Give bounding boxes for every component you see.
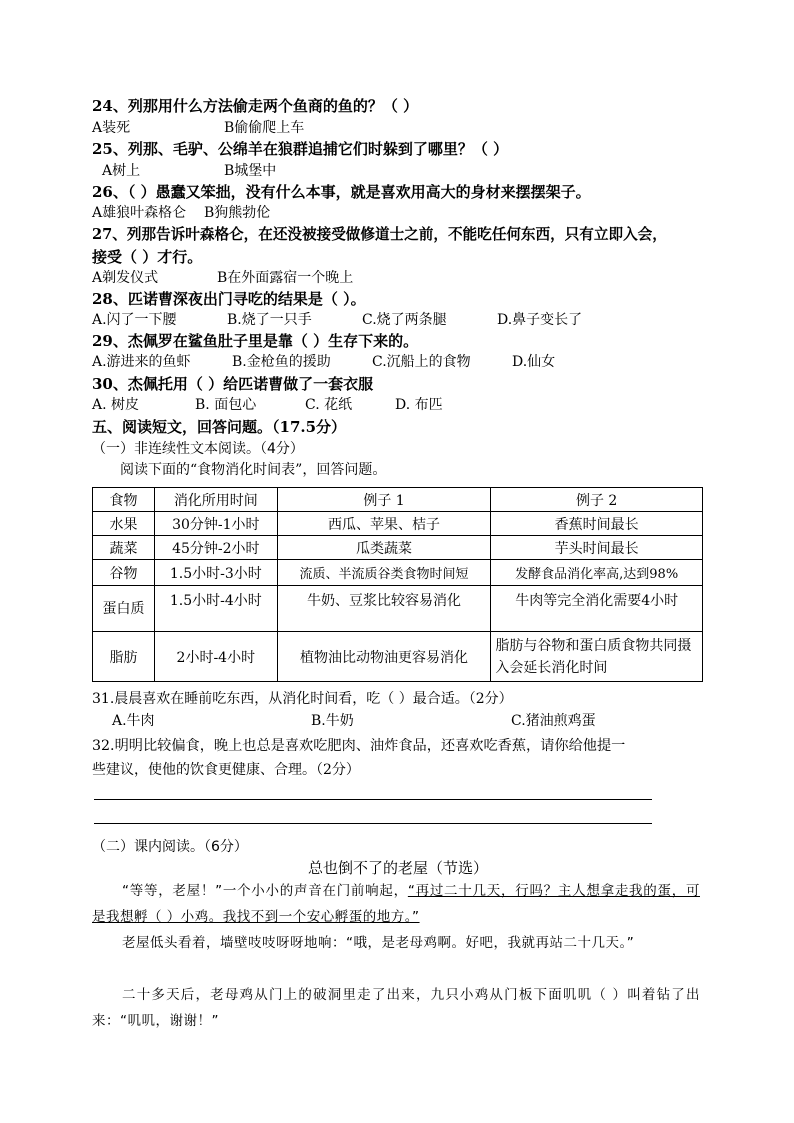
option-a: A.闪了一下腰 xyxy=(92,312,177,328)
table-row xyxy=(93,632,703,682)
question-24-options xyxy=(92,117,304,139)
table-cell: 谷物 xyxy=(93,560,155,586)
story-paragraph-3: 二十多天后，老母鸡从门上的破洞里走了出来，九只小鸡从门板下面叽叽（ ）叫着钻了出来：“叽叽，谢谢！” xyxy=(92,987,700,1029)
option-a: A装死 xyxy=(92,120,131,136)
option-b: B偷偷爬上车 xyxy=(224,120,305,136)
question-25-options xyxy=(102,160,276,182)
option-c: C.猪油煎鸡蛋 xyxy=(511,713,596,729)
table-cell: 蛋白质 xyxy=(93,586,155,632)
table-cell: 芋头时间最长 xyxy=(491,536,703,560)
table-cell: 牛肉等完全消化需要4小时 xyxy=(491,586,703,632)
table-row xyxy=(93,536,703,560)
table-header: 消化所用时间 xyxy=(154,488,277,512)
question-28-options xyxy=(92,309,582,331)
table-cell: 植物油比动物油更容易消化 xyxy=(277,632,491,682)
question-29: 29、杰佩罗在鲨鱼肚子里是靠（ ）生存下来的。 xyxy=(92,332,419,350)
question-26: 26、（ ）愚蠢又笨拙，没有什么本事，就是喜欢用高大的身材来摆摆架子。 xyxy=(92,183,591,201)
option-d: D. 布匹 xyxy=(395,397,443,413)
question-28: 28、匹诺曹深夜出门寻吃的结果是（ ）。 xyxy=(92,290,366,308)
table-cell: 30分钟-1小时 xyxy=(154,512,277,536)
sub-section-2-heading: （二）课内阅读。（6分） xyxy=(92,839,248,855)
option-b: B狗熊勃伦 xyxy=(204,205,271,221)
table-cell: 流质、半流质谷类食物时间短 xyxy=(277,560,491,586)
sub-section-1-heading: （一）非连续性文本阅读。（4分） xyxy=(92,441,304,457)
table-cell: 瓜类蔬菜 xyxy=(277,536,491,560)
table-cell: 发酵食品消化率高,达到98% xyxy=(491,560,703,586)
question-25: 25、列那、毛驴、公绵羊在狼群追捕它们时躲到了哪里？（ ） xyxy=(92,140,509,158)
question-31: 31.晨晨喜欢在睡前吃东西，从消化时间看，吃（ ）最合适。（2分） xyxy=(92,691,513,707)
option-a: A.牛肉 xyxy=(112,713,155,729)
question-24: 24、列那用什么方法偷走两个鱼商的鱼的？（ ） xyxy=(92,97,419,115)
table-cell: 蔬菜 xyxy=(93,536,155,560)
question-31-options xyxy=(112,710,596,732)
option-c: C. 花纸 xyxy=(305,397,353,413)
option-b: B在外面露宿一个晚上 xyxy=(217,270,354,286)
option-b: B.金枪鱼的援助 xyxy=(232,354,331,370)
food-digestion-table xyxy=(92,487,703,682)
table-cell: 2小时-4小时 xyxy=(154,632,277,682)
table-row xyxy=(93,586,703,632)
option-a: A剃发仪式 xyxy=(92,270,159,286)
table-cell: 45分钟-2小时 xyxy=(154,536,277,560)
option-b: B. 面包心 xyxy=(195,397,257,413)
option-d: D.仙女 xyxy=(512,354,556,370)
section-5-heading: 五、阅读短文，回答问题。（17.5分） xyxy=(92,418,347,436)
story-paragraph-1 xyxy=(92,878,700,930)
table-cell: 牛奶、豆浆比较容易消化 xyxy=(277,586,491,632)
paragraph-text: “等等，老屋！”一个小小的声音在门前响起， xyxy=(122,883,408,899)
option-a: A.游进来的鱼虾 xyxy=(92,354,191,370)
table-row xyxy=(93,512,703,536)
question-27-line-2: 接受（ ）才行。 xyxy=(92,248,203,266)
table-header: 例子 1 xyxy=(277,488,491,512)
table-cell: 1.5小时-3小时 xyxy=(154,560,277,586)
option-d: D.鼻子变长了 xyxy=(497,312,583,328)
question-26-options xyxy=(92,202,270,224)
question-27-options xyxy=(92,267,353,289)
sub-section-1-intro: 阅读下面的“食物消化时间表”，回答问题。 xyxy=(120,462,387,478)
answer-line xyxy=(94,799,652,800)
underlined-text: “再过二十几天，行吗？主人想拿走我的蛋，可是我想孵（ ）小鸡。我找不到一个安心孵蛋的地方。” xyxy=(92,883,700,925)
question-32-line-2: 些建议，使他的饮食更健康、合理。（2分） xyxy=(92,762,360,778)
table-cell: 脂肪 xyxy=(93,632,155,682)
table-header: 例子 2 xyxy=(491,488,703,512)
option-b: B.烧了一只手 xyxy=(227,312,312,328)
table-cell: 1.5小时-4小时 xyxy=(154,586,277,632)
question-30: 30、杰佩托用（ ）给匹诺曹做了一套衣服 xyxy=(92,375,374,393)
question-27-line-1: 27、列那告诉叶森格仑，在还没被接受做修道士之前，不能吃任何东西，只有立即入会， xyxy=(92,226,667,243)
option-b: B.牛奶 xyxy=(311,713,354,729)
option-a: A雄狼叶森格仑 xyxy=(92,205,187,221)
option-a: A. 树皮 xyxy=(92,397,140,413)
option-a: A树上 xyxy=(102,163,141,179)
table-row xyxy=(93,560,703,586)
story-paragraph-2: 老屋低头看着，墙壁吱吱呀呀地响：“哦，是老母鸡啊。好吧，我就再站二十几天。” xyxy=(122,935,635,951)
option-c: C.沉船上的食物 xyxy=(372,354,471,370)
table-header: 食物 xyxy=(93,488,155,512)
table-cell: 西瓜、苹果、桔子 xyxy=(277,512,491,536)
question-32-line-1: 32.明明比较偏食，晚上也总是喜欢吃肥肉、油炸食品，还喜欢吃香蕉，请你给他提一 xyxy=(92,738,626,754)
table-cell: 香蕉时间最长 xyxy=(491,512,703,536)
answer-line xyxy=(94,823,652,824)
table-header-row xyxy=(93,488,703,512)
table-cell: 脂肪与谷物和蛋白质食物共同摄入会延长消化时间 xyxy=(491,632,703,682)
story-title: 总也倒不了的老屋（节选） xyxy=(307,859,488,877)
option-b: B城堡中 xyxy=(224,163,277,179)
option-c: C.烧了两条腿 xyxy=(362,312,447,328)
question-30-options xyxy=(92,394,443,416)
question-29-options xyxy=(92,351,555,373)
table-cell: 水果 xyxy=(93,512,155,536)
